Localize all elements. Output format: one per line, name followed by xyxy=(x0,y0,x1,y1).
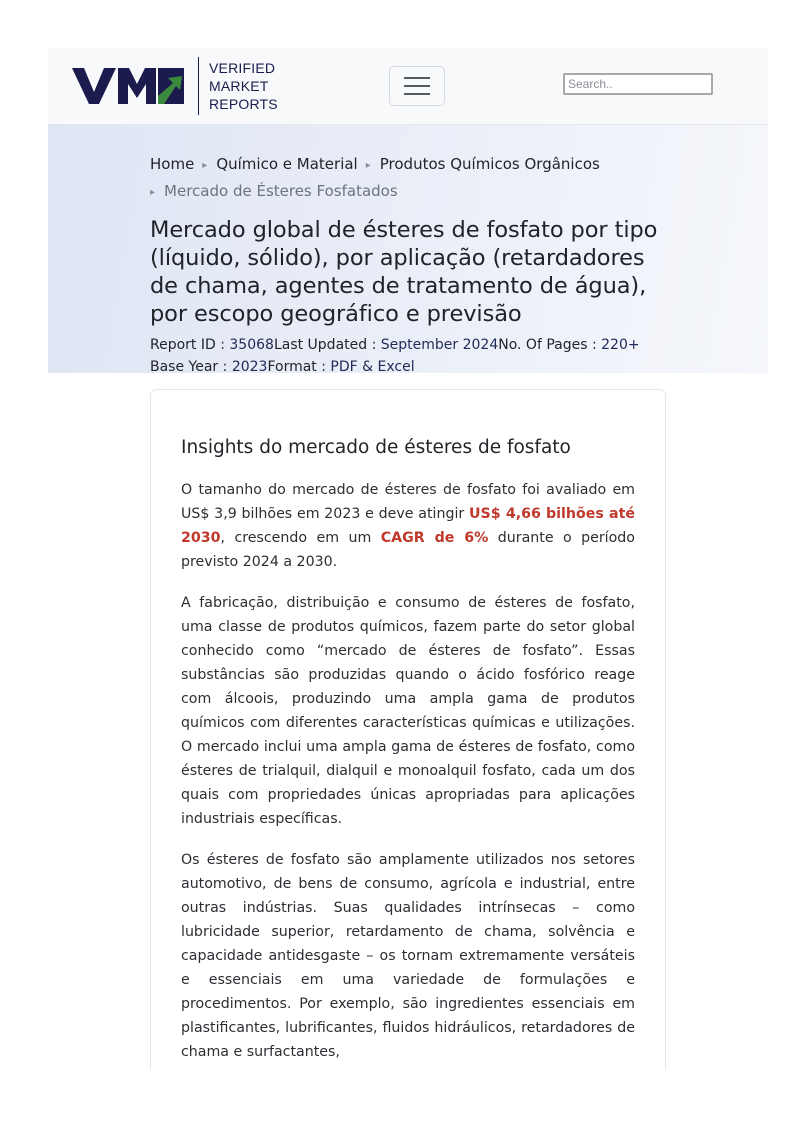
hamburger-icon-bar xyxy=(404,85,430,87)
logo-wordmark xyxy=(209,59,278,113)
breadcrumb xyxy=(150,152,670,206)
forecast-value-highlight: US$ 4,66 bilhões até 2030 xyxy=(181,506,635,546)
pages-label: No. Of Pages : xyxy=(498,337,602,353)
p1-text-c: , crescendo em um xyxy=(220,530,381,546)
last-updated-value: September 2024 xyxy=(380,337,499,353)
market-definition-paragraph: A fabricação, distribuição e consumo de ésteres de fosfato, uma classe de produtos químicos, fazem parte do setor global conhecido como “mercado de ésteres de fosfato”. Essas substâncias são produzidas quando o ácido fosfórico reage com álcoois, produzindo uma ampla gama de produtos químicos com diferentes características químicas e utilizações. O mercado inclui uma ampla gama de ésteres de fosfato, como ésteres de trialquil, dialquil e monoalquil fosfato, cada um dos quais com propriedades únicas apropriadas para aplicações industriais específicas. xyxy=(181,595,635,827)
vmr-logo-icon xyxy=(72,66,184,106)
breadcrumb-current: Mercado de Ésteres Fosfatados xyxy=(164,182,398,200)
breadcrumb-organic-chemicals[interactable]: Produtos Químicos Orgânicos xyxy=(379,155,600,173)
market-size-paragraph xyxy=(181,478,635,574)
page xyxy=(48,48,768,1060)
report-summary-card xyxy=(150,389,666,1070)
hamburger-menu-button[interactable] xyxy=(389,66,445,106)
format-label: Format : xyxy=(267,359,331,375)
search-input[interactable] xyxy=(563,73,713,95)
site-logo[interactable] xyxy=(72,58,278,114)
breadcrumb-chevron-icon: ▸ xyxy=(150,187,156,198)
base-year-label: Base Year : xyxy=(150,359,232,375)
logo-word-verified: VERIFIED xyxy=(209,60,276,76)
base-year-value: 2023 xyxy=(231,359,268,375)
cagr-highlight: CAGR de 6% xyxy=(380,530,489,546)
last-updated-label: Last Updated : xyxy=(273,337,381,353)
report-meta-line-1 xyxy=(150,334,670,356)
report-meta-line-2 xyxy=(150,356,670,378)
applications-paragraph: Os ésteres de fosfato são amplamente utilizados nos setores automotivo, de bens de consumo, agrícola e industrial, entre outras indústrias. Suas qualidades intrínsecas – como lubricidade superior, retardamento de chama, solvência e capacidade antidesgaste – os tornam extremamente versáteis e essenciais em uma variedade de formulações e procedimentos. Por exemplo, são ingredientes essenciais em plastificantes, lubrificantes, fluidos hidráulicos, retardadores de chama e surfactantes, xyxy=(181,852,635,1060)
section-title: Insights do mercado de ésteres de fosfato xyxy=(181,437,571,458)
hamburger-icon-bar xyxy=(404,77,430,79)
breadcrumb-chevron-icon: ▸ xyxy=(365,160,371,171)
pages-value: 220+ xyxy=(601,337,640,353)
report-id-value: 35068 xyxy=(229,337,274,353)
logo-divider xyxy=(198,57,199,115)
logo-word-reports: REPORTS xyxy=(209,96,278,112)
breadcrumb-chevron-icon: ▸ xyxy=(202,160,208,171)
report-hero xyxy=(48,125,768,373)
site-header xyxy=(48,48,768,125)
format-value: PDF & Excel xyxy=(330,359,415,375)
logo-word-market: MARKET xyxy=(209,78,269,94)
p1-text-a: O tamanho do mercado de ésteres de fosfato foi avaliado em US$ 3,9 bilhões em 2023 e deve atingir xyxy=(181,482,635,522)
breadcrumb-chemical-material[interactable]: Químico e Material xyxy=(216,155,358,173)
breadcrumb-home[interactable]: Home xyxy=(150,155,195,173)
hamburger-icon-bar xyxy=(404,93,430,95)
page-title: Mercado global de ésteres de fosfato por tipo (líquido, sólido), por aplicação (retardadores de chama, agentes de tratamento de água), por escopo geográfico e previsão xyxy=(150,217,658,327)
p1-text-e: durante o período previsto 2024 a 2030. xyxy=(181,530,635,570)
report-meta xyxy=(150,334,670,378)
report-id-label: Report ID : xyxy=(150,337,230,353)
